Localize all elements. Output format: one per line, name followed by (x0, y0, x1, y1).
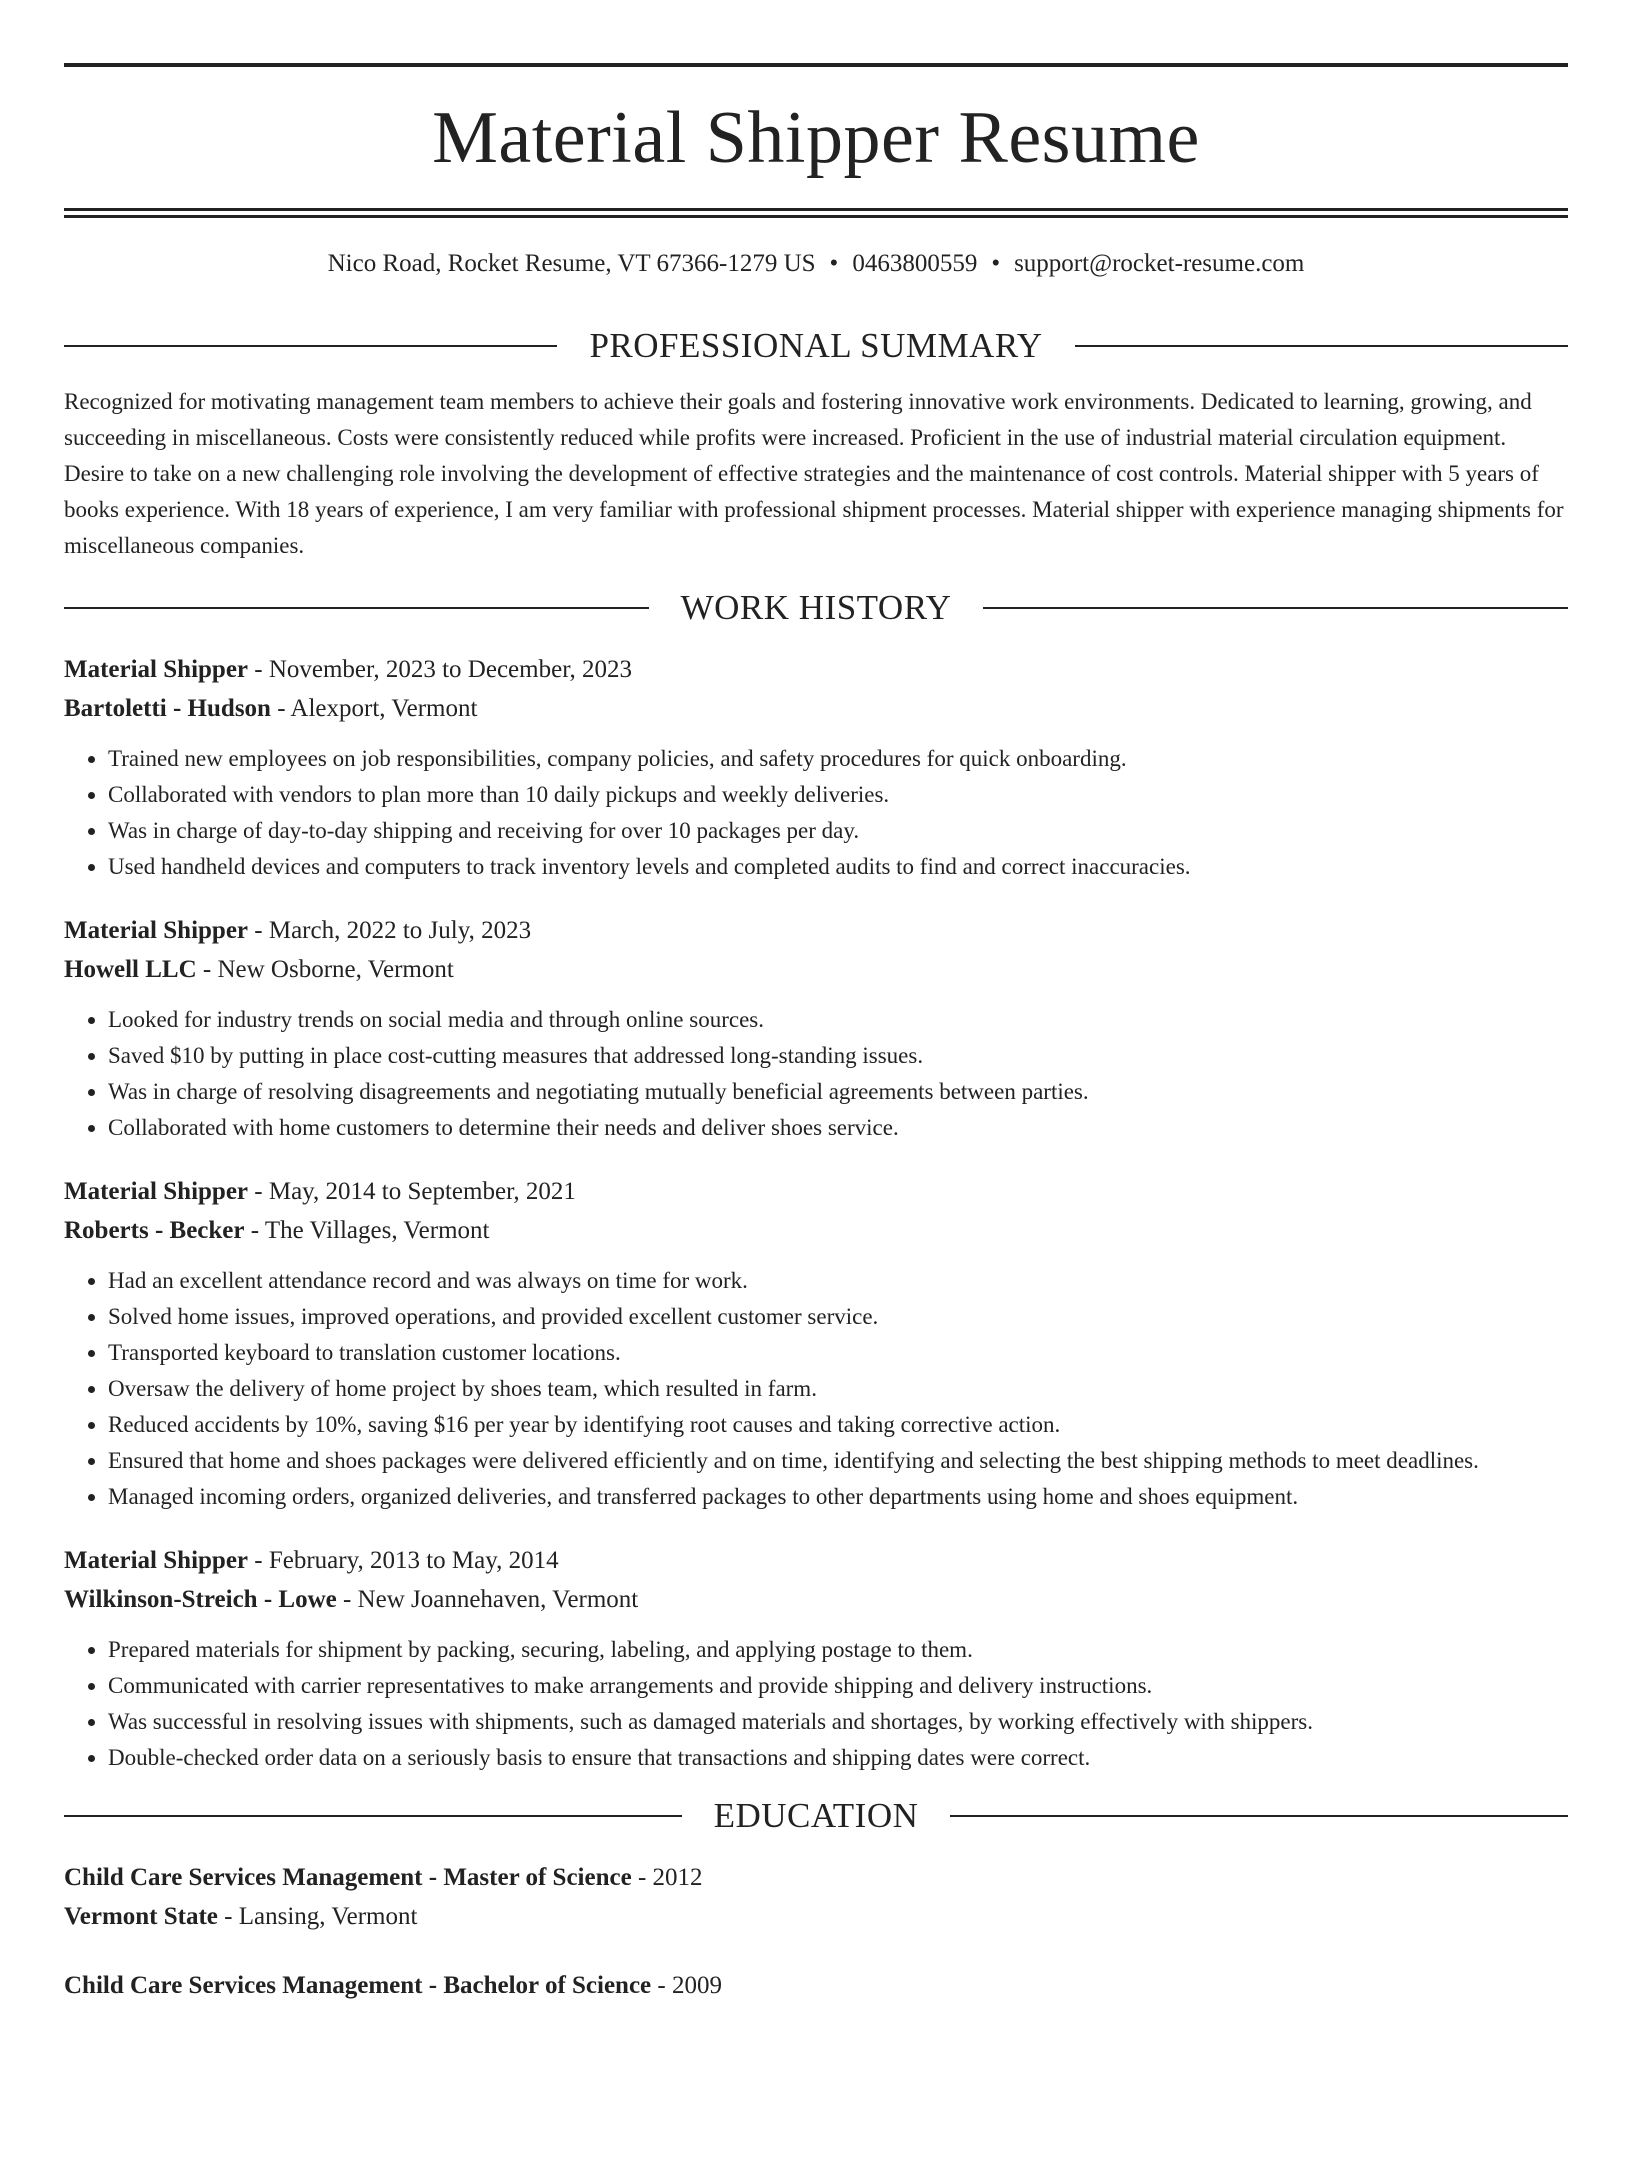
job-bullets (64, 741, 1568, 885)
heading-rule-left (64, 607, 649, 609)
heading-rule-left (64, 1815, 682, 1817)
education-degree-line (64, 1966, 1568, 2005)
job-location: - Alexport, Vermont (270, 695, 478, 722)
summary-heading-label: PROFESSIONAL SUMMARY (589, 326, 1043, 365)
job-title: Material Shipper (64, 1178, 249, 1205)
job-title: Material Shipper (64, 656, 249, 683)
heading-rule-right (950, 1815, 1568, 1817)
job-bullets (64, 1002, 1568, 1146)
job-company: Roberts - Becker (64, 1217, 245, 1244)
job-entry (64, 1541, 1568, 1776)
resume-title: Material Shipper Resume (432, 97, 1200, 179)
job-company-line (64, 1580, 1568, 1619)
job-location: - New Joannehaven, Vermont (336, 1586, 639, 1613)
education-heading (64, 1794, 1568, 1838)
job-company: Bartoletti - Hudson (64, 695, 271, 722)
job-dates: - March, 2022 to July, 2023 (248, 917, 532, 944)
job-bullet: • Was in charge of day-to-day shipping and receiving for over 10 packages per day. (108, 813, 1568, 849)
work-heading (64, 586, 1568, 630)
heading-rule-left (64, 345, 557, 347)
job-bullet: • Used handheld devices and computers to track inventory levels and completed audits to find and correct inaccuracies. (108, 849, 1568, 885)
summary-heading (64, 324, 1568, 368)
job-bullet: • Solved home issues, improved operations, and provided excellent customer service. (108, 1299, 1568, 1335)
job-bullet: • Double-checked order data on a seriously basis to ensure that transactions and shipping dates were correct. (108, 1740, 1568, 1776)
job-bullets (64, 1632, 1568, 1776)
education-location: - Lansing, Vermont (217, 1903, 418, 1930)
job-bullet: • Collaborated with home customers to determine their needs and deliver shoes service. (108, 1110, 1568, 1146)
education-degree-line (64, 1858, 1568, 1897)
job-entry (64, 1172, 1568, 1515)
education-degree: Child Care Services Management - Bachelor of Science (64, 1972, 652, 1999)
education-school: Vermont State (64, 1903, 218, 1930)
education-year: - 2012 (631, 1864, 703, 1891)
contact-separator: • (991, 250, 1001, 277)
job-title-line (64, 650, 1568, 689)
job-bullet: • Reduced accidents by 10%, saving $16 per year by identifying root causes and taking corrective action. (108, 1407, 1568, 1443)
education-degree: Child Care Services Management - Master of Science (64, 1864, 632, 1891)
job-location: - The Villages, Vermont (244, 1217, 490, 1244)
job-location: - New Osborne, Vermont (196, 956, 454, 983)
job-title-line (64, 911, 1568, 950)
job-bullet: • Was in charge of resolving disagreements and negotiating mutually beneficial agreements between parties. (108, 1074, 1568, 1110)
resume-page (0, 63, 1632, 2175)
heading-rule-right (983, 607, 1568, 609)
job-bullet: • Saved $10 by putting in place cost-cutting measures that addressed long-standing issues. (108, 1038, 1568, 1074)
contact-email: support@rocket-resume.com (1014, 250, 1305, 277)
job-bullet: • Oversaw the delivery of home project by shoes team, which resulted in farm. (108, 1371, 1568, 1407)
education-entry (64, 1966, 1568, 2005)
contact-line (64, 248, 1568, 280)
job-title: Material Shipper (64, 1547, 249, 1574)
job-company-line (64, 689, 1568, 728)
job-dates: - November, 2023 to December, 2023 (248, 656, 633, 683)
job-bullet: • Managed incoming orders, organized deliveries, and transferred packages to other departments using home and shoes equipment. (108, 1479, 1568, 1515)
job-dates: - February, 2013 to May, 2014 (248, 1547, 559, 1574)
job-bullet: • Collaborated with vendors to plan more than 10 daily pickups and weekly deliveries. (108, 777, 1568, 813)
job-bullet: • Trained new employees on job responsibilities, company policies, and safety procedures for quick onboarding. (108, 741, 1568, 777)
job-company-line (64, 950, 1568, 989)
job-entry (64, 911, 1568, 1146)
job-bullet: • Prepared materials for shipment by packing, securing, labeling, and applying postage to them. (108, 1632, 1568, 1668)
contact-separator: • (829, 250, 839, 277)
job-title: Material Shipper (64, 917, 249, 944)
job-title-line (64, 1541, 1568, 1580)
job-bullet: • Ensured that home and shoes packages were delivered efficiently and on time, identifying and selecting the best shipping methods to meet deadlines. (108, 1443, 1568, 1479)
job-bullet: • Looked for industry trends on social media and through online sources. (108, 1002, 1568, 1038)
job-bullet: • Was successful in resolving issues with shipments, such as damaged materials and shortages, by working effectively with shippers. (108, 1704, 1568, 1740)
job-bullet: • Communicated with carrier representatives to make arrangements and provide shipping and delivery instructions. (108, 1668, 1568, 1704)
job-bullets (64, 1263, 1568, 1515)
title-double-rule (64, 208, 1568, 218)
job-company-line (64, 1211, 1568, 1250)
job-dates: - May, 2014 to September, 2021 (248, 1178, 576, 1205)
job-company: Howell LLC (64, 956, 197, 983)
work-heading-label: WORK HISTORY (680, 588, 952, 627)
contact-phone: 0463800559 (852, 250, 978, 277)
heading-rule-right (1075, 345, 1568, 347)
job-company: Wilkinson-Streich - Lowe (64, 1586, 337, 1613)
education-entry (64, 1858, 1568, 1936)
job-entry (64, 650, 1568, 885)
education-year: - 2009 (651, 1972, 722, 1999)
job-title-line (64, 1172, 1568, 1211)
job-bullet: • Transported keyboard to translation customer locations. (108, 1335, 1568, 1371)
education-school-line (64, 1897, 1568, 1936)
top-rule (64, 63, 1568, 67)
job-bullet: • Had an excellent attendance record and was always on time for work. (108, 1263, 1568, 1299)
education-heading-label: EDUCATION (713, 1796, 919, 1835)
contact-address: Nico Road, Rocket Resume, VT 67366-1279 US (327, 250, 816, 277)
summary-text: Recognized for motivating management team members to achieve their goals and fostering innovative work environments. Dedicated to learning, growing, and succeeding in miscellaneous. Costs were consistently reduced while profits were increased. Proficient in the use of industrial material circulation equipment. Desire to take on a new challenging role involving the development of effective strategies and the maintenance of cost controls. Material shipper with 5 years of books experience. With 18 years of experience, I am very familiar with professional shipment processes. Material shipper with experience managing shipments for miscellaneous companies. (64, 389, 1564, 558)
